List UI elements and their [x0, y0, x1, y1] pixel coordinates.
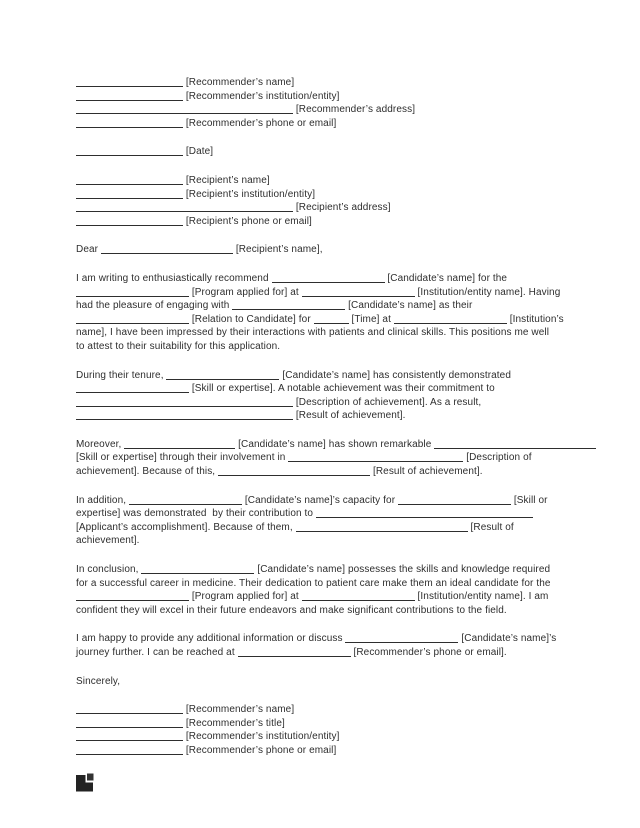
letter-text: Dear — [76, 244, 101, 256]
paragraph-introduction — [76, 272, 570, 354]
letter-line — [76, 744, 570, 758]
blank-fill-in-line — [272, 273, 385, 283]
blank-fill-in-line — [166, 370, 279, 380]
letter-line — [76, 534, 570, 548]
letter-line — [76, 438, 570, 452]
letter-text: [Recipient’s name] — [183, 174, 270, 186]
blank-fill-in-line — [76, 146, 183, 156]
letter-text: [Recommender’s name] — [183, 704, 295, 716]
letter-text: In conclusion, — [76, 564, 142, 576]
blank-fill-in-line — [76, 118, 183, 128]
letter-text: [Program applied for] at — [189, 286, 302, 298]
letter-text: [Institution/entity name]. I am — [414, 591, 549, 603]
blank-fill-in-line — [76, 704, 183, 714]
letter-text: confident they will excel in their future endeavors and make significant contributions to the field. — [76, 604, 507, 616]
letter-line — [76, 717, 570, 731]
letter-line — [76, 188, 570, 202]
letter-text: [Recommender’s phone or email] — [183, 117, 337, 129]
blank-fill-in-line — [76, 731, 183, 741]
paragraph-conclusion — [76, 563, 570, 617]
letter-text: [Candidate’s name] possesses the skills and knowledge required — [254, 564, 551, 576]
letter-body — [76, 76, 570, 758]
letter-text: I am happy to provide any additional information or discuss — [76, 633, 346, 645]
blank-fill-in-line — [434, 439, 596, 449]
letter-text: [Recommender’s phone or email]. — [350, 647, 507, 658]
blank-fill-in-line — [76, 314, 189, 324]
letter-text: [Time] at — [348, 313, 394, 325]
blank-fill-in-line — [76, 189, 183, 199]
letter-text: [Candidate’s name] as their — [345, 300, 473, 312]
blank-fill-in-line — [76, 77, 183, 87]
blank-fill-in-line — [76, 287, 189, 297]
blank-fill-in-line — [76, 91, 183, 101]
blank-fill-in-line — [238, 647, 351, 657]
letter-text: Sincerely, — [76, 675, 121, 687]
letter-line — [76, 313, 570, 327]
letter-text: [Recipient’s name], — [232, 244, 323, 256]
blank-fill-in-line — [288, 452, 463, 462]
letter-line — [76, 494, 570, 508]
letter-text: [Recommender’s phone or email] — [183, 744, 337, 756]
blank-fill-in-line — [316, 508, 533, 518]
letter-text: [Applicant’s accomplishment]. Because of them, — [76, 521, 296, 533]
letter-line — [76, 299, 570, 313]
letter-text: name], I have been impressed by their interactions with patients and clinical skills. This positions me well — [76, 327, 550, 339]
letter-text: [Program applied for] at — [189, 591, 302, 603]
letter-text: journey further. I can be reached at — [76, 647, 238, 658]
blank-fill-in-line — [218, 466, 370, 476]
letter-text: had the pleasure of engaging with — [76, 300, 233, 312]
blank-fill-in-line — [76, 718, 183, 728]
letter-line — [76, 201, 570, 215]
letter-text: Moreover, — [76, 438, 125, 450]
letter-text: [Date] — [183, 146, 214, 158]
paragraph-contact — [76, 632, 570, 659]
letter-line — [76, 646, 570, 660]
closing-salutation — [76, 675, 570, 689]
blank-fill-in-line — [302, 287, 415, 297]
letter-text: [Institution/entity name]. Having — [414, 286, 561, 298]
blank-fill-in-line — [302, 591, 415, 601]
letter-line — [76, 272, 570, 286]
letter-text: [Candidate’s name]’s — [458, 633, 557, 645]
blank-fill-in-line — [124, 439, 235, 449]
signature-block — [76, 703, 570, 757]
letter-line — [76, 326, 570, 340]
letter-line — [76, 521, 570, 535]
letter-line — [76, 286, 570, 300]
letter-line — [76, 451, 570, 465]
letter-text: [Recipient’s address] — [293, 202, 391, 214]
letter-line — [76, 465, 570, 479]
blank-fill-in-line — [76, 175, 183, 185]
recipient-info-block — [76, 174, 570, 228]
letter-line — [76, 117, 570, 131]
letter-text: [Candidate’s name] has shown remarkable — [235, 438, 435, 450]
letter-text: [Description of achievement]. As a result, — [293, 396, 482, 408]
blank-fill-in-line — [296, 522, 468, 532]
letter-text: [Recommender’s title] — [183, 717, 285, 729]
letter-line — [76, 103, 570, 117]
letter-line — [76, 409, 570, 423]
letter-text: [Description of — [463, 452, 532, 464]
legal-templates-logo — [76, 773, 570, 792]
blank-fill-in-line — [394, 314, 507, 324]
letter-line — [76, 243, 570, 257]
letter-line — [76, 632, 570, 646]
letter-line — [76, 563, 570, 577]
letter-text: I am writing to enthusiastically recommend — [76, 272, 272, 284]
letter-text: [Result of — [467, 521, 514, 533]
letter-text: During their tenure, — [76, 369, 167, 381]
blank-fill-in-line — [398, 495, 511, 505]
blank-fill-in-line — [76, 202, 293, 212]
blank-fill-in-line — [76, 745, 183, 755]
blank-fill-in-line — [76, 591, 189, 601]
letter-text: [Recommender’s name] — [183, 77, 295, 88]
blank-fill-in-line — [76, 104, 293, 114]
letter-text: [Institution’s — [506, 313, 564, 325]
letter-line — [76, 174, 570, 188]
recommender-info-block — [76, 76, 570, 130]
letter-text: [Skill or expertise]. A notable achievement was their commitment to — [189, 383, 495, 395]
letter-text: [Candidate’s name] has consistently demonstrated — [279, 369, 511, 381]
blank-fill-in-line — [101, 244, 233, 254]
blank-fill-in-line — [76, 216, 183, 226]
letter-text: [Recipient’s phone or email] — [183, 215, 312, 227]
blank-fill-in-line — [76, 397, 293, 407]
letter-text: to attest to their suitability for this application. — [76, 340, 281, 352]
letter-text: [Skill or — [511, 494, 548, 506]
letter-line — [76, 675, 570, 689]
letter-line — [76, 340, 570, 354]
letter-text: expertise] was demonstrated by their contribution to — [76, 508, 316, 520]
letter-line — [76, 590, 570, 604]
letter-text: [Recipient’s institution/entity] — [183, 188, 316, 200]
letter-text: achievement]. — [76, 535, 140, 547]
paragraph-in-addition — [76, 494, 570, 548]
letter-text: In addition, — [76, 494, 130, 506]
letter-text: [Recommender’s address] — [293, 104, 416, 116]
letter-text: [Recommender’s institution/entity] — [183, 731, 340, 743]
letter-text: for a successful career in medicine. Their dedication to patient care make them an ideal candidate for the — [76, 577, 551, 589]
letter-line — [76, 369, 570, 383]
blank-fill-in-line — [232, 300, 345, 310]
blank-fill-in-line — [129, 495, 242, 505]
legal-templates-logo-icon — [76, 773, 94, 792]
salutation — [76, 243, 570, 257]
blank-fill-in-line — [76, 410, 293, 420]
letter-line — [76, 382, 570, 396]
letter-text: [Candidate’s name] for the — [384, 272, 508, 284]
letter-line — [76, 90, 570, 104]
letter-text: [Skill or expertise] through their involvement in — [76, 452, 289, 464]
letter-line — [76, 76, 570, 90]
letter-line — [76, 507, 570, 521]
blank-fill-in-line — [141, 564, 254, 574]
letter-line — [76, 604, 570, 618]
blank-fill-in-line — [76, 383, 189, 393]
letter-line — [76, 577, 570, 591]
letter-text: [Relation to Candidate] for — [189, 313, 314, 325]
letter-line — [76, 145, 570, 159]
letter-text: achievement]. Because of this, — [76, 466, 219, 478]
letter-line — [76, 396, 570, 410]
letter-text: [Candidate’s name]’s capacity for — [242, 494, 399, 506]
date-block — [76, 145, 570, 159]
paragraph-tenure — [76, 369, 570, 423]
letter-line — [76, 215, 570, 229]
letter-text: [Recommender’s institution/entity] — [183, 90, 340, 102]
blank-fill-in-line — [345, 633, 458, 643]
letter-text: [Result of achievement]. — [370, 466, 483, 478]
letter-text: [Result of achievement]. — [293, 410, 406, 422]
letter-line — [76, 730, 570, 744]
paragraph-moreover — [76, 438, 570, 479]
blank-fill-in-line — [314, 314, 349, 324]
letter-line — [76, 703, 570, 717]
